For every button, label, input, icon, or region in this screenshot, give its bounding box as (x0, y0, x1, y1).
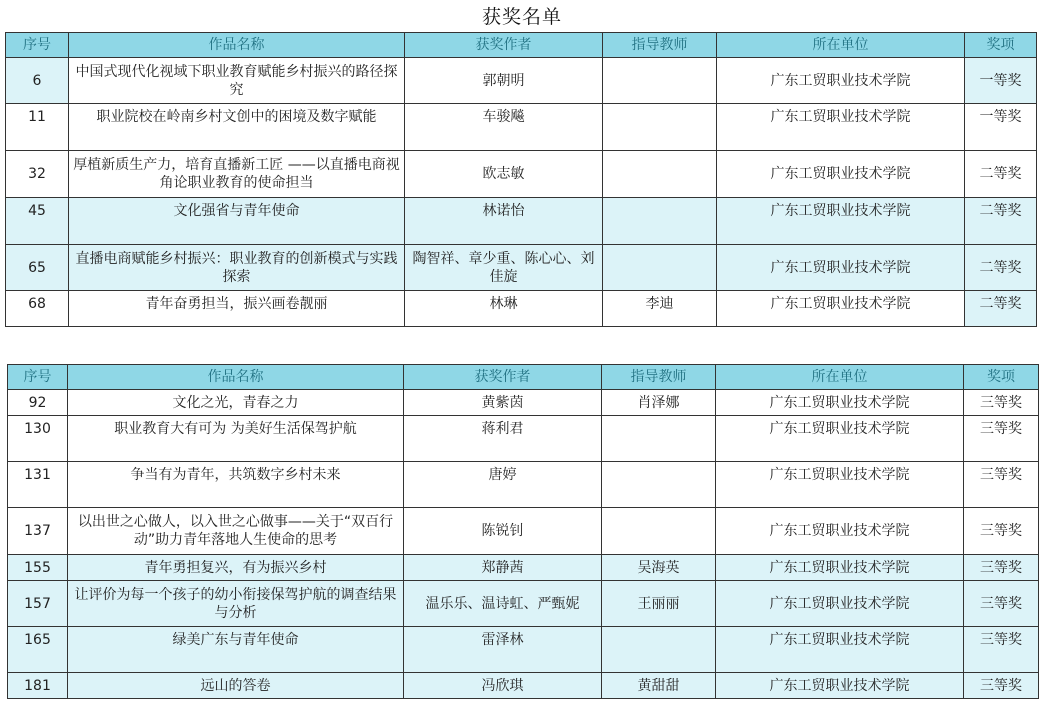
cell-no: 32 (6, 151, 69, 198)
cell-author: 陈锐钊 (404, 508, 602, 555)
cell-work: 远山的答卷 (68, 673, 404, 699)
cell-unit: 广东工贸职业技术学院 (717, 198, 965, 245)
cell-unit: 广东工贸职业技术学院 (716, 555, 964, 581)
cell-no: 65 (6, 245, 69, 291)
cell-mentor (603, 58, 717, 104)
cell-unit: 广东工贸职业技术学院 (717, 104, 965, 151)
table-row (8, 390, 1039, 416)
header-author: 获奖作者 (405, 33, 603, 58)
header-no: 序号 (8, 365, 68, 390)
header-row (8, 365, 1039, 390)
table-row (8, 627, 1039, 673)
header-award: 奖项 (964, 365, 1039, 390)
cell-author: 唐婷 (404, 462, 602, 508)
header-unit: 所在单位 (716, 365, 964, 390)
cell-author: 林诺怡 (405, 198, 603, 245)
cell-author: 黄紫茵 (404, 390, 602, 416)
cell-mentor (603, 104, 717, 151)
table-row (6, 291, 1037, 327)
cell-unit: 广东工贸职业技术学院 (716, 390, 964, 416)
cell-unit: 广东工贸职业技术学院 (716, 581, 964, 627)
cell-award: 一等奖 (965, 58, 1037, 104)
cell-unit: 广东工贸职业技术学院 (716, 508, 964, 555)
cell-no: 45 (6, 198, 69, 245)
cell-award: 三等奖 (964, 627, 1039, 673)
cell-author: 雷泽林 (404, 627, 602, 673)
cell-mentor: 王丽丽 (602, 581, 716, 627)
cell-work: 文化强省与青年使命 (69, 198, 405, 245)
cell-author: 蒋利君 (404, 416, 602, 462)
cell-author: 郑静茜 (404, 555, 602, 581)
cell-author: 冯欣琪 (404, 673, 602, 699)
cell-no: 6 (6, 58, 69, 104)
cell-work: 职业教育大有可为 为美好生活保驾护航 (68, 416, 404, 462)
cell-work: 中国式现代化视域下职业教育赋能乡村振兴的路径探究 (69, 58, 405, 104)
cell-no: 137 (8, 508, 68, 555)
cell-mentor (602, 627, 716, 673)
table-row (8, 462, 1039, 508)
cell-author: 车骏飚 (405, 104, 603, 151)
cell-no: 68 (6, 291, 69, 327)
cell-author: 郭朝明 (405, 58, 603, 104)
cell-work: 文化之光，青春之力 (68, 390, 404, 416)
cell-no: 92 (8, 390, 68, 416)
cell-award: 三等奖 (964, 581, 1039, 627)
cell-unit: 广东工贸职业技术学院 (717, 245, 965, 291)
cell-unit: 广东工贸职业技术学院 (717, 151, 965, 198)
cell-work: 让评价为每一个孩子的幼小衔接保驾护航的调查结果与分析 (68, 581, 404, 627)
cell-mentor: 李迪 (603, 291, 717, 327)
cell-award: 二等奖 (965, 245, 1037, 291)
cell-unit: 广东工贸职业技术学院 (716, 627, 964, 673)
cell-author: 陶智祥、章少重、陈心心、刘佳旋 (405, 245, 603, 291)
cell-award: 三等奖 (964, 673, 1039, 699)
table-row (8, 555, 1039, 581)
cell-mentor (603, 245, 717, 291)
cell-no: 11 (6, 104, 69, 151)
cell-no: 165 (8, 627, 68, 673)
cell-author: 林琳 (405, 291, 603, 327)
cell-author: 温乐乐、温诗虹、严甄妮 (404, 581, 602, 627)
table-row (6, 198, 1037, 245)
awards-table-2 (7, 364, 1039, 699)
header-work: 作品名称 (68, 365, 404, 390)
cell-no: 157 (8, 581, 68, 627)
header-row (6, 33, 1037, 58)
cell-work: 直播电商赋能乡村振兴：职业教育的创新模式与实践探索 (69, 245, 405, 291)
cell-mentor: 肖泽娜 (602, 390, 716, 416)
header-author: 获奖作者 (404, 365, 602, 390)
cell-no: 181 (8, 673, 68, 699)
cell-award: 二等奖 (965, 151, 1037, 198)
cell-no: 130 (8, 416, 68, 462)
cell-unit: 广东工贸职业技术学院 (716, 416, 964, 462)
cell-no: 155 (8, 555, 68, 581)
table-row (8, 508, 1039, 555)
table-row (8, 581, 1039, 627)
cell-unit: 广东工贸职业技术学院 (716, 673, 964, 699)
table-row (6, 104, 1037, 151)
table-row (6, 151, 1037, 198)
cell-award: 一等奖 (965, 104, 1037, 151)
page-title: 获奖名单 (481, 6, 562, 28)
cell-author: 欧志敏 (405, 151, 603, 198)
table-row (6, 245, 1037, 291)
cell-work: 绿美广东与青年使命 (68, 627, 404, 673)
header-award: 奖项 (965, 33, 1037, 58)
cell-award: 三等奖 (964, 508, 1039, 555)
cell-unit: 广东工贸职业技术学院 (716, 462, 964, 508)
cell-unit: 广东工贸职业技术学院 (717, 291, 965, 327)
cell-award: 三等奖 (964, 416, 1039, 462)
cell-mentor (603, 151, 717, 198)
cell-work: 以出世之心做人，以入世之心做事——关于“双百行动”助力青年落地人生使命的思考 (68, 508, 404, 555)
cell-work: 青年勇担复兴，有为振兴乡村 (68, 555, 404, 581)
cell-award: 三等奖 (964, 555, 1039, 581)
cell-unit: 广东工贸职业技术学院 (717, 58, 965, 104)
cell-award: 三等奖 (964, 462, 1039, 508)
table-row (8, 416, 1039, 462)
cell-work: 争当有为青年，共筑数字乡村未来 (68, 462, 404, 508)
awards-table-1 (5, 32, 1037, 327)
header-mentor: 指导教师 (602, 365, 716, 390)
cell-award: 二等奖 (965, 198, 1037, 245)
cell-mentor (603, 198, 717, 245)
table-row (8, 673, 1039, 699)
cell-mentor (602, 508, 716, 555)
table-row (6, 58, 1037, 104)
header-unit: 所在单位 (717, 33, 965, 58)
cell-mentor (602, 416, 716, 462)
cell-mentor (602, 462, 716, 508)
cell-mentor: 黄甜甜 (602, 673, 716, 699)
cell-work: 职业院校在岭南乡村文创中的困境及数字赋能 (69, 104, 405, 151)
header-no: 序号 (6, 33, 69, 58)
cell-award: 二等奖 (965, 291, 1037, 327)
cell-no: 131 (8, 462, 68, 508)
cell-mentor: 吴海英 (602, 555, 716, 581)
cell-work: 厚植新质生产力，培育直播新工匠 ——以直播电商视角论职业教育的使命担当 (69, 151, 405, 198)
cell-work: 青年奋勇担当，振兴画卷靓丽 (69, 291, 405, 327)
cell-award: 三等奖 (964, 390, 1039, 416)
header-mentor: 指导教师 (603, 33, 717, 58)
header-work: 作品名称 (69, 33, 405, 58)
